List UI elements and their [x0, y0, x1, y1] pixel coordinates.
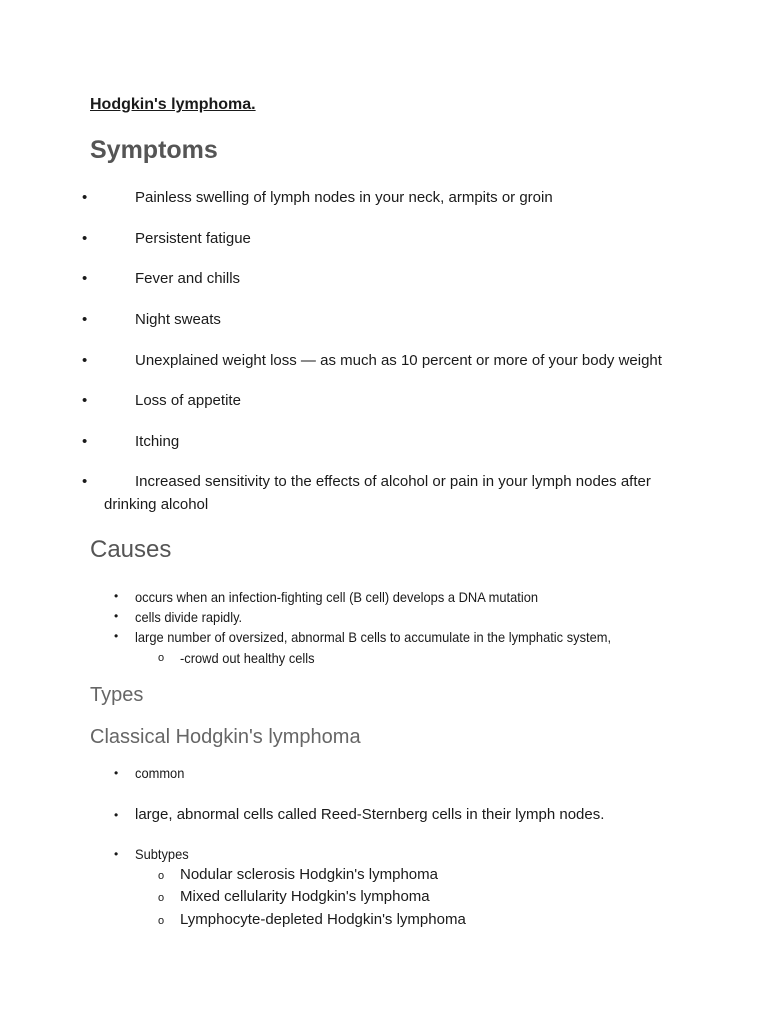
symptom-text: Increased sensitivity to the effects of alcohol or pain in your lymph nodes after drinking alcohol — [104, 473, 651, 513]
types-heading: Types — [90, 684, 144, 706]
circle-bullet-icon: o — [158, 892, 165, 904]
symptom-text: Persistent fatigue — [135, 230, 251, 247]
bullet-icon: • — [114, 589, 119, 603]
bullet-icon: • — [82, 473, 88, 490]
symptom-text: Loss of appetite — [135, 392, 241, 409]
symptom-text: Night sweats — [135, 311, 221, 328]
symptoms-heading: Symptoms — [90, 136, 218, 164]
classical-item-text: Subtypes — [135, 846, 189, 862]
causes-heading: Causes — [90, 536, 172, 563]
classical-heading: Classical Hodgkin's lymphoma — [90, 726, 361, 748]
symptom-text: Fever and chills — [135, 270, 241, 287]
circle-bullet-icon: o — [158, 870, 165, 882]
circle-bullet-icon: o — [158, 915, 165, 927]
bullet-icon: • — [82, 311, 88, 328]
bullet-icon: • — [82, 392, 88, 409]
cause-subitem-text: -crowd out healthy cells — [180, 650, 315, 666]
bullet-icon: • — [82, 230, 88, 247]
document-title: Hodgkin's lymphoma. — [90, 96, 256, 113]
bullet-icon: • — [82, 270, 88, 287]
bullet-icon: • — [82, 433, 88, 450]
symptom-text: Unexplained weight loss — as much as 10 percent or more of your body weight — [135, 352, 662, 369]
symptom-text: Itching — [135, 433, 180, 450]
bullet-icon: • — [114, 766, 119, 780]
cause-text: occurs when an infection-fighting cell (B cell) develops a DNA mutation — [135, 589, 539, 605]
classical-item-text: large, abnormal cells called Reed-Sternberg cells in their lymph nodes. — [135, 806, 605, 823]
bullet-icon: • — [114, 808, 119, 822]
bullet-icon: • — [114, 847, 119, 861]
subtype-text: Nodular sclerosis Hodgkin's lymphoma — [180, 866, 438, 883]
bullet-icon: • — [82, 189, 88, 206]
cause-text: large number of oversized, abnormal B cells to accumulate in the lymphatic system, — [135, 629, 612, 645]
subtype-text: Lymphocyte-depleted Hodgkin's lymphoma — [180, 911, 466, 928]
bullet-icon: • — [114, 629, 119, 643]
subtype-text: Mixed cellularity Hodgkin's lymphoma — [180, 888, 430, 905]
classical-item-text: common — [135, 765, 185, 781]
bullet-icon: • — [114, 609, 119, 623]
circle-bullet-icon: o — [158, 652, 165, 664]
bullet-icon: • — [82, 352, 88, 369]
symptom-text: Painless swelling of lymph nodes in your neck, armpits or groin — [135, 189, 553, 206]
cause-text: cells divide rapidly. — [135, 609, 243, 625]
